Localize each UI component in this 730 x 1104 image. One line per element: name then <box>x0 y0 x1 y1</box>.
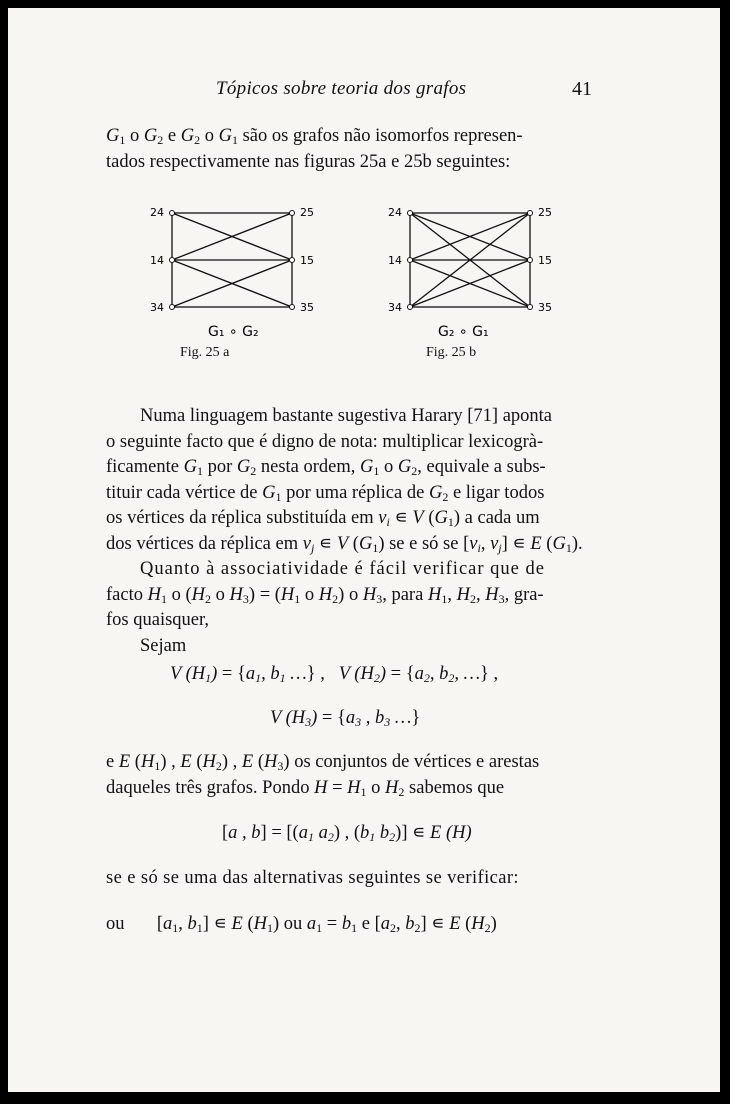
vertex-label: 35 <box>538 301 552 314</box>
vertex-label: 25 <box>538 206 552 219</box>
vertex-label: 14 <box>150 254 164 267</box>
book-page <box>8 8 720 1092</box>
vertex-label: 24 <box>150 206 164 219</box>
graph-label: G₂ ∘ G₁ <box>438 324 489 340</box>
vertex-label: 35 <box>300 301 314 314</box>
figure-25b <box>376 198 566 358</box>
body-paragraph-3: se e só se uma das alternativas seguintes se verificar: <box>106 868 519 888</box>
vertex-label: 15 <box>538 254 552 267</box>
alternative-condition: ou [$a_1$, $b_1$] ∊ E $(H_1)$ ou $a_1 = b_1$ e [$a_2$, $b_2$] ∊ E $(H_2)$ <box>106 914 497 935</box>
vertex-label: 15 <box>300 254 314 267</box>
vertex-label: 34 <box>388 301 402 314</box>
vertex-label: 25 <box>300 206 314 219</box>
equation-edge: [a , $b] = [(a_1$ $a_2$) , ($b_1$ $b_2$)] ∊ E (H) <box>222 823 472 844</box>
body-paragraph: Numa linguagem bastante sugestiva Harary [71] aponta o seguinte facto que é digno de nota: multiplicar lexicogrà- ficamente $G_1$ por $G_2$ nesta ordem, $G_1$ o $G_2$, equivale a subs- tituir cada vértice de $G_1$ por uma réplica de $G_2$ e ligar todos os vértices da réplica substituída em $v_i$ ∊ V $(G_1)$ a cada um dos vértices da réplica em $v_j$ ∊ V $(G_1)$ se e só se [$v_i$, $v_j$] ∊ E $(G_1)$. Quanto à associatividade é fácil verificar que de facto $H_1$ o ($H_2$ o $H_3) = (H_1$ o $H_2$) o $H_3$, para $H_1$, $H_2$, $H_3$, gra- fos quaisquer, Sejam <box>106 406 583 656</box>
vertex-label: 34 <box>150 301 164 314</box>
figure-caption: Fig. 25 b <box>426 345 477 360</box>
body-paragraph-2: e E $(H_1)$ , E $(H_2)$ , E $(H_3)$ os conjuntos de vértices e arestas daqueles três grafos. Pondo $H = H_1$ o $H_2$ sabemos que <box>106 752 540 799</box>
running-header <box>8 78 720 106</box>
intro-paragraph: $G_1$ o $G_2$ e $G_2$ o $G_1$ são os grafos não isomorfos represen- tados respectivamente nas figuras 25a e 25b seguintes: <box>106 126 523 172</box>
page-number: 41 <box>572 78 592 100</box>
equation-vertex-set-h3: V $(H_3) = \{a_3$ , $b_3$ …} <box>270 708 421 729</box>
graph-label: G₁ ∘ G₂ <box>208 324 259 340</box>
equation-vertex-sets: V $(H_1) = \{a_1$, $b_1$ …} , V $(H_2) = \{a_2$, $b_2$, …} , <box>170 664 499 685</box>
running-title: Tópicos sobre teoria dos grafos <box>216 78 467 99</box>
figure-25a <box>138 198 328 358</box>
vertex-label: 14 <box>388 254 402 267</box>
vertex-label: 24 <box>388 206 402 219</box>
figure-caption: Fig. 25 a <box>180 345 230 360</box>
